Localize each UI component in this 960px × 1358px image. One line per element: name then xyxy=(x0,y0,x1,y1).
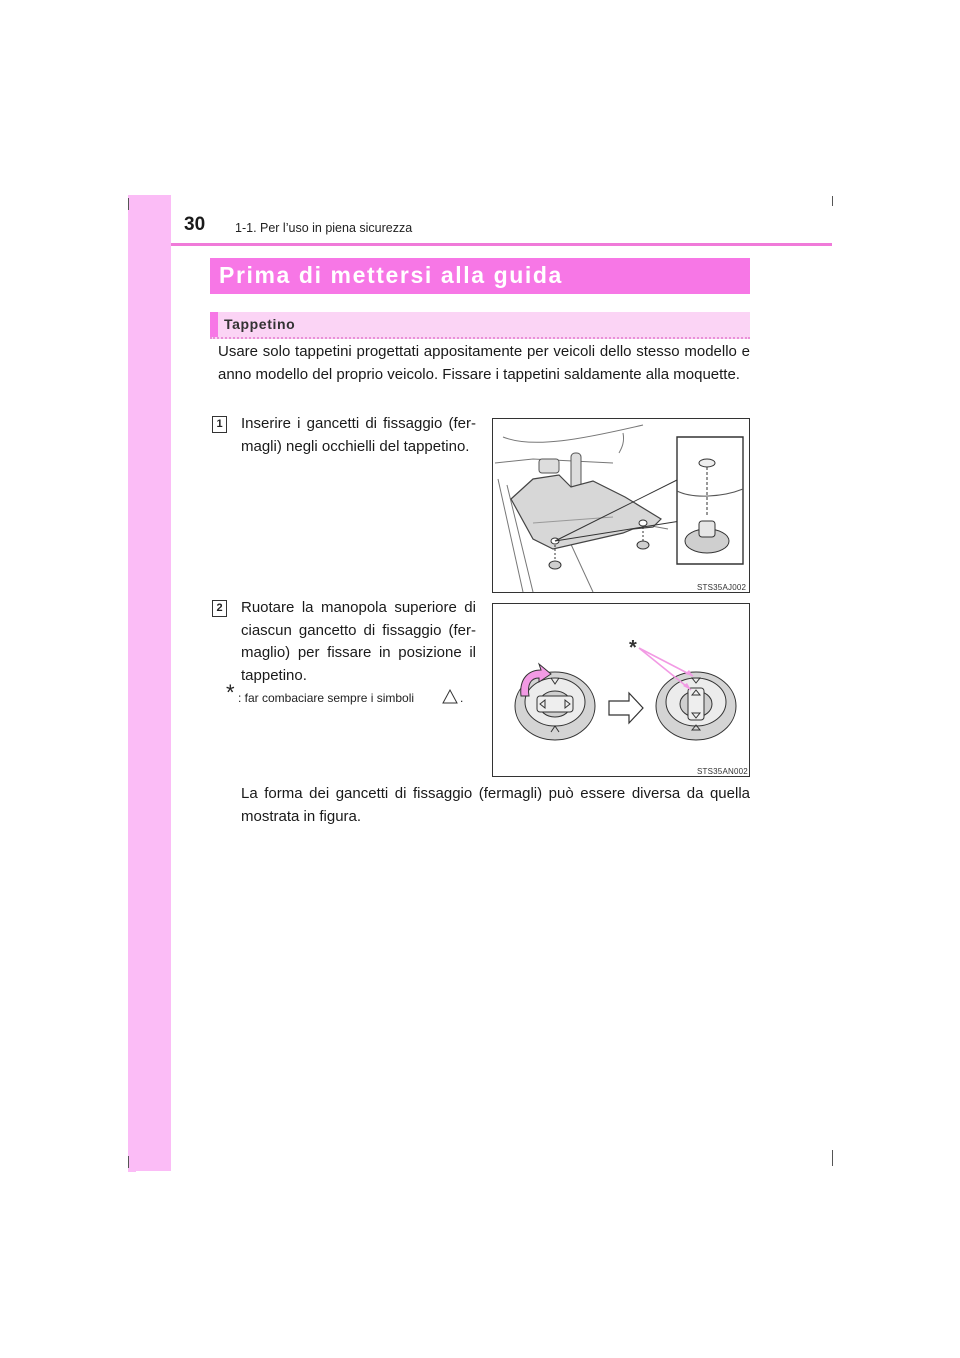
floor-mat-figure xyxy=(492,418,750,593)
step-number-badge: 1 xyxy=(212,416,227,433)
header-rule xyxy=(171,243,832,246)
subsection-title: Tappetino xyxy=(224,316,296,332)
clip-rotation-figure xyxy=(492,603,750,777)
note-text: : far combaciare sempre i simboli xyxy=(238,691,415,705)
triangle-symbol-icon xyxy=(440,688,462,711)
section-title: Prima di mettersi alla guida xyxy=(210,258,750,294)
figure-code: STS35AN002 xyxy=(697,767,748,776)
side-band-tab xyxy=(128,1150,136,1172)
subsection-header xyxy=(210,312,750,339)
figure-marker: * xyxy=(629,637,637,659)
floor-mat-illustration xyxy=(493,419,749,592)
crop-mark xyxy=(128,198,129,210)
crop-mark xyxy=(128,1156,129,1168)
intro-paragraph: Usare solo tappetini progettati appositamente per veicoli dello stesso modello e anno modello del proprio veicolo. Fissare i tappetini saldamente alla moquette. xyxy=(218,343,750,383)
subsection-accent xyxy=(210,312,218,337)
note-period: . xyxy=(460,691,464,705)
note-asterisk: * xyxy=(226,680,235,705)
step-number-badge: 2 xyxy=(212,600,227,617)
crop-mark xyxy=(832,1150,833,1166)
figure-code: STS35AJ002 xyxy=(697,583,747,592)
crop-mark xyxy=(832,196,833,206)
chapter-label: 1-1. Per l’uso in piena sicurezza xyxy=(235,221,413,235)
step-2-text: Ruotare la manopola superiore di ciascun gancetto di fissaggio (fer-maglio) per fissare in posizione il tappetino. xyxy=(241,599,476,684)
side-color-band xyxy=(128,195,171,1171)
closing-paragraph: La forma dei gancetti di fissaggio (fermagli) può essere diversa da quella mostrata in figura. xyxy=(241,785,750,825)
step-1-text: Inserire i gancetti di fissaggio (fer-magli) negli occhielli del tappetino. xyxy=(241,415,476,455)
clip-rotation-illustration xyxy=(493,604,749,776)
page-number: 30 xyxy=(184,214,206,235)
